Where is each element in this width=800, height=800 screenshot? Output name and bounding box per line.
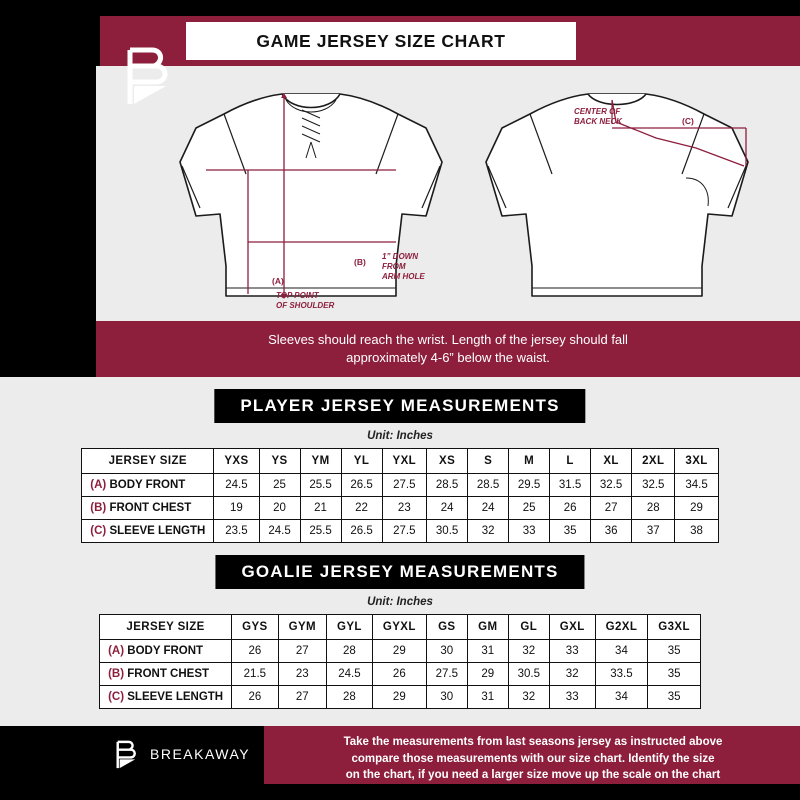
- size-column-header: YXS: [214, 449, 259, 474]
- svg-text:ARM HOLE: ARM HOLE: [382, 272, 425, 281]
- measurement-cell: 23: [278, 663, 326, 686]
- measurement-cell: 30.5: [427, 520, 468, 543]
- footer-line-2: compare those measurements with our size chart. Identify the size: [351, 752, 715, 765]
- table-row: [100, 640, 701, 663]
- size-column-header: GYXL: [372, 615, 426, 640]
- header-black-block: [0, 16, 100, 66]
- row-label: (B) FRONT CHEST: [100, 663, 232, 686]
- measurement-cell: 26.5: [341, 520, 382, 543]
- measurement-cell: 25.5: [300, 520, 341, 543]
- measurement-cell: 26: [550, 497, 591, 520]
- measurement-cell: 23.5: [214, 520, 259, 543]
- measurement-cell: 28.5: [427, 474, 468, 497]
- measurement-cell: 31: [467, 686, 508, 709]
- measurement-cell: 20: [259, 497, 300, 520]
- measurement-cell: 32: [508, 686, 549, 709]
- measurement-cell: 37: [632, 520, 675, 543]
- player-section-title: [0, 389, 800, 423]
- page-title-text: GAME JERSEY SIZE CHART: [256, 30, 506, 51]
- measurement-cell: 24.5: [214, 474, 259, 497]
- size-column-header: G2XL: [595, 615, 648, 640]
- row-label: (C) SLEEVE LENGTH: [82, 520, 214, 543]
- row-tag: (C): [90, 525, 107, 537]
- size-column-header: YM: [300, 449, 341, 474]
- size-column-header: S: [468, 449, 509, 474]
- measurement-cell: 34.5: [675, 474, 718, 497]
- footer: [0, 726, 800, 784]
- size-column-header: GS: [426, 615, 467, 640]
- measurement-cell: 38: [675, 520, 718, 543]
- footer-line-1: Take the measurements from last seasons jersey as instructed above: [343, 736, 723, 748]
- measurement-cell: 32: [468, 520, 509, 543]
- measurement-cell: 28.5: [468, 474, 509, 497]
- measurement-cell: 27: [278, 640, 326, 663]
- measurement-cell: 21: [300, 497, 341, 520]
- table-row: [100, 686, 701, 709]
- size-column-header: YS: [259, 449, 300, 474]
- measurement-cell: 27.5: [382, 474, 427, 497]
- table-header-row: [100, 615, 701, 640]
- fit-note: [0, 321, 800, 377]
- measurement-cell: 28: [327, 640, 373, 663]
- note-black-block: [0, 321, 96, 377]
- measurement-cell: 33: [509, 520, 550, 543]
- table-row: [82, 520, 718, 543]
- row-tag: (A): [108, 645, 125, 657]
- measurement-cell: 36: [591, 520, 632, 543]
- row-label: (B) FRONT CHEST: [82, 497, 214, 520]
- table-row: [82, 474, 718, 497]
- size-column-header: M: [509, 449, 550, 474]
- measurement-cell: 32.5: [632, 474, 675, 497]
- note-line-1: Sleeves should reach the wrist. Length of the jersey should fall: [268, 332, 628, 348]
- table-row: [82, 497, 718, 520]
- measurement-cell: 26: [232, 686, 279, 709]
- measurement-cell: 24: [468, 497, 509, 520]
- measurement-cell: 29.5: [509, 474, 550, 497]
- measurement-cell: 22: [341, 497, 382, 520]
- measurement-cell: 33.5: [595, 663, 648, 686]
- measurement-cell: 24: [427, 497, 468, 520]
- measurement-cell: 26.5: [341, 474, 382, 497]
- measurement-cell: 33: [549, 640, 595, 663]
- jersey-diagrams: [96, 66, 800, 321]
- footer-brand: BREAKAWAY: [150, 746, 251, 762]
- measurement-cell: 29: [372, 686, 426, 709]
- row-tag: (B): [90, 502, 107, 514]
- row-label: (A) BODY FRONT: [82, 474, 214, 497]
- size-column-header: GL: [508, 615, 549, 640]
- measurement-cell: 23: [382, 497, 427, 520]
- page-title: [186, 22, 576, 60]
- goalie-section-label: GOALIE JERSEY MEASUREMENTS: [215, 555, 584, 589]
- row-label: (A) BODY FRONT: [100, 640, 232, 663]
- measurement-cell: 35: [550, 520, 591, 543]
- size-column-header: XS: [427, 449, 468, 474]
- measurement-cell: 27.5: [382, 520, 427, 543]
- measurement-cell: 30.5: [508, 663, 549, 686]
- row-tag: (C): [108, 691, 125, 703]
- measurement-cell: 32.5: [591, 474, 632, 497]
- row-label: (C) SLEEVE LENGTH: [100, 686, 232, 709]
- size-column-header: L: [550, 449, 591, 474]
- measurement-cell: 24.5: [327, 663, 373, 686]
- svg-text:FROM: FROM: [382, 262, 406, 271]
- measurement-cell: 25.5: [300, 474, 341, 497]
- player-section-label: PLAYER JERSEY MEASUREMENTS: [214, 389, 585, 423]
- measurement-cell: 28: [632, 497, 675, 520]
- note-bar: [96, 321, 800, 377]
- back-jersey-drawing: [486, 94, 748, 296]
- goalie-measurements-table: [99, 614, 701, 709]
- measurement-cell: 25: [509, 497, 550, 520]
- size-column-header: 3XL: [675, 449, 718, 474]
- footer-logo-icon: [108, 738, 142, 772]
- note-line-2: approximately 4-6” below the waist.: [346, 350, 550, 365]
- svg-text:BACK NECK: BACK NECK: [574, 117, 622, 126]
- svg-text:CENTER OF: CENTER OF: [574, 107, 621, 116]
- chart-sheet: [0, 16, 800, 784]
- marker-c-back: (C): [682, 116, 694, 126]
- measurement-cell: 33: [549, 686, 595, 709]
- player-unit: Unit: Inches: [367, 430, 433, 442]
- measurement-cell: 27: [591, 497, 632, 520]
- measurement-cell: 29: [675, 497, 718, 520]
- footer-instructions: [272, 734, 794, 784]
- size-column-header: YXL: [382, 449, 427, 474]
- table-row: [100, 663, 701, 686]
- size-column-header: XL: [591, 449, 632, 474]
- front-jersey-drawing: [180, 93, 442, 310]
- marker-b-front: (B): [354, 257, 366, 267]
- size-column-header: GXL: [549, 615, 595, 640]
- measurement-cell: 34: [595, 640, 648, 663]
- row-tag: (B): [108, 668, 125, 680]
- measurement-cell: 35: [648, 686, 701, 709]
- row-tag: (A): [90, 479, 107, 491]
- measurement-cell: 24.5: [259, 520, 300, 543]
- svg-text:TOP POINT: TOP POINT: [276, 291, 319, 300]
- size-column-header: GYS: [232, 615, 279, 640]
- marker-a-front: (A): [272, 276, 284, 286]
- footer-line-3: on the chart, if you need a larger size move up the scale on the chart: [345, 769, 721, 782]
- measurement-cell: 25: [259, 474, 300, 497]
- measurement-cell: 26: [232, 640, 279, 663]
- measurement-cell: 35: [648, 640, 701, 663]
- measurement-cell: 32: [549, 663, 595, 686]
- measurement-cell: 21.5: [232, 663, 279, 686]
- breakaway-logo: [110, 42, 180, 112]
- size-header-cell: JERSEY SIZE: [82, 449, 214, 474]
- table-header-row: [82, 449, 718, 474]
- size-column-header: YL: [341, 449, 382, 474]
- svg-text:1” DOWN: 1” DOWN: [382, 252, 418, 261]
- measurement-cell: 26: [372, 663, 426, 686]
- measurement-cell: 32: [508, 640, 549, 663]
- goalie-unit: Unit: Inches: [367, 596, 433, 608]
- size-column-header: 2XL: [632, 449, 675, 474]
- measurement-cell: 30: [426, 640, 467, 663]
- measurement-cell: 34: [595, 686, 648, 709]
- measurement-cell: 27: [278, 686, 326, 709]
- measurement-cell: 30: [426, 686, 467, 709]
- measurement-cell: 31: [467, 640, 508, 663]
- illustration-black-block: [0, 66, 96, 321]
- size-header-cell: JERSEY SIZE: [100, 615, 232, 640]
- player-measurements-table: [81, 448, 718, 543]
- measurement-cell: 29: [372, 640, 426, 663]
- measurement-cell: 19: [214, 497, 259, 520]
- measurement-cell: 27.5: [426, 663, 467, 686]
- measurement-cell: 31.5: [550, 474, 591, 497]
- measurement-cell: 29: [467, 663, 508, 686]
- size-column-header: G3XL: [648, 615, 701, 640]
- size-column-header: GM: [467, 615, 508, 640]
- size-column-header: GYL: [327, 615, 373, 640]
- measurement-cell: 35: [648, 663, 701, 686]
- goalie-section-title: [0, 555, 800, 589]
- svg-text:OF SHOULDER: OF SHOULDER: [276, 301, 335, 310]
- measurement-cell: 28: [327, 686, 373, 709]
- size-column-header: GYM: [278, 615, 326, 640]
